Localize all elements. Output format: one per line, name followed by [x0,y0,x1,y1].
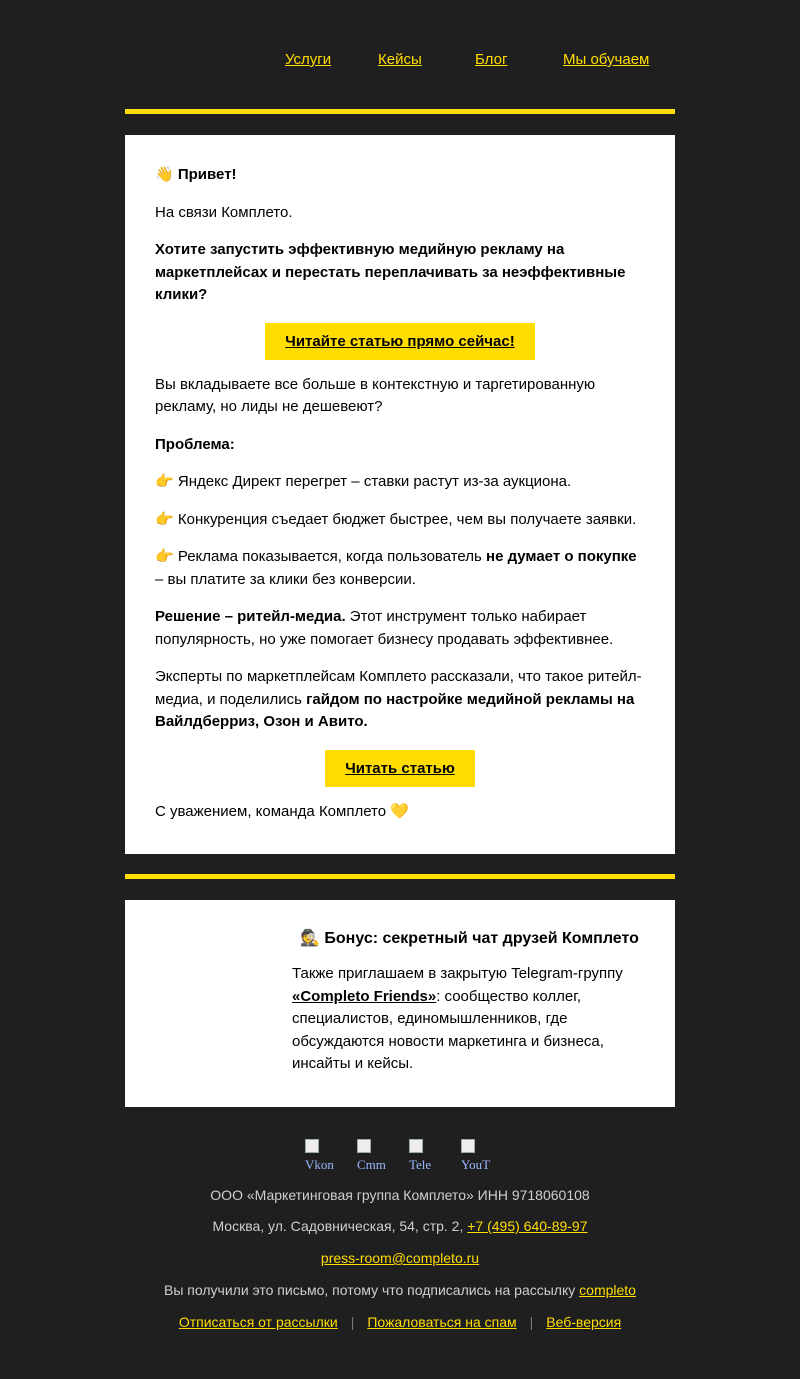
signoff-text: С уважением, команда Комплето [155,802,387,820]
bonus-text-intro: Также приглашаем в закрытую Telegram-группу [292,965,623,982]
footer-divider: | [350,1314,355,1330]
experts-body: Эксперты по маркетплейсам Комплето рассказали, что такое ритейл-медиа, и поделились [155,668,642,708]
vk-icon[interactable] [305,1139,339,1169]
heart-icon: 💛 [390,802,409,820]
main-content [155,164,645,823]
solution-body: Этот инструмент только набирает популярность, но уже помогает бизнесу продавать эффективнее. [155,608,614,648]
footer-company: ООО «Маркетинговая группа Комплето» ИНН 9718060108 [210,1187,590,1203]
sms-alt-text: Cmm [357,1157,386,1169]
question-text [155,239,645,307]
bonus-title-text: Бонус: секретный чат друзей Комплето [324,930,639,947]
read-article-button[interactable]: Читать статью [325,750,475,787]
social-links [305,1139,525,1169]
bullet-text: Яндекс Директ перегрет – ставки растут из-за аукциона. [177,473,572,490]
phone-link[interactable]: +7 (495) 640-89-97 [467,1218,588,1234]
bonus-text [292,963,652,1076]
greeting-text: Привет! [177,166,237,183]
solution-text [155,606,645,651]
web-version-link[interactable]: Веб-версия [546,1314,622,1330]
nav-blog-link[interactable]: Блог [475,51,508,68]
pointing-hand-icon: 👉 [155,473,174,490]
sms-icon[interactable] [357,1139,391,1169]
bullet-text: Реклама показывается, когда пользователь [177,548,487,565]
broken-image-icon [461,1139,475,1153]
nav-training-link[interactable]: Мы обучаем [563,51,650,68]
bullet-item [155,546,645,591]
footer-email-line [0,1250,800,1266]
broken-image-icon [357,1139,371,1153]
pointing-hand-icon: 👉 [155,548,174,565]
bullet-text-end: – вы платите за клики без конверсии. [155,570,416,588]
list-name-link[interactable]: completo [579,1282,636,1298]
footer-actions [0,1314,800,1330]
footer-reason-line [0,1282,800,1298]
bullet-bold: не думает о покупке [486,548,637,565]
divider-top [125,109,675,114]
youtube-icon[interactable] [461,1139,495,1169]
unsubscribe-link[interactable]: Отписаться от рассылки [178,1314,338,1330]
broken-image-icon [305,1139,319,1153]
question-bold: Хотите запустить эффективную медийную рекламу на маркетплейсах и перестать переплачивать за неэффективные клики? [155,241,626,303]
footer-address-line [0,1218,800,1234]
experts-bold: гайдом по настройке медийной рекламы на Вайлдберриз, Озон и Авито. [155,690,635,730]
completo-friends-link[interactable]: «Completo Friends» [292,987,437,1005]
bullet-text: Конкуренция съедает бюджет быстрее, чем вы получаете заявки. [177,510,637,528]
broken-image-icon [409,1139,423,1153]
bonus-text-body: : сообщество коллег, специалистов, единомышленников, где обсуждаются новости маркетинга и бизнеса, инсайты и кейсы. [292,987,604,1072]
para-contextual-ads: Вы вкладываете все больше в контекстную и таргетированную рекламу, но лиды не дешевеют? [155,375,596,415]
telegram-icon[interactable] [409,1139,443,1169]
vk-alt-text: Vkon [305,1157,334,1169]
nav-services-link[interactable]: Услуги [285,51,332,68]
bonus-title [300,929,639,949]
footer-reason: Вы получили это письмо, потому что подписались на рассылку [164,1282,580,1298]
report-spam-link[interactable]: Пожаловаться на спам [367,1314,517,1330]
experts-text [155,666,645,734]
bullet-item [155,471,645,494]
solution-bold: Решение – ритейл-медиа. [155,608,346,625]
pointing-hand-icon: 👉 [155,510,174,528]
signoff [155,801,645,824]
bullet-item [155,509,645,532]
divider-middle [125,874,675,879]
intro-text: На связи Комплето. [155,203,293,221]
top-navigation [0,0,800,110]
problem-title: Проблема: [155,435,235,453]
greeting [155,164,645,187]
telegram-alt-text: Tele [409,1157,432,1169]
email-link[interactable]: press-room@completo.ru [320,1250,480,1266]
footer-address: Москва, ул. Садовническая, 54, стр. 2, [212,1218,468,1234]
nav-cases-link[interactable]: Кейсы [378,51,422,68]
youtube-alt-text: YouT [461,1157,491,1169]
footer-divider: | [529,1314,534,1330]
wave-hand-icon: 👋 [155,166,174,183]
problem-heading [155,434,645,457]
read-article-now-button[interactable]: Читайте статью прямо сейчас! [265,323,535,360]
detective-icon: 🕵️ [300,930,320,947]
